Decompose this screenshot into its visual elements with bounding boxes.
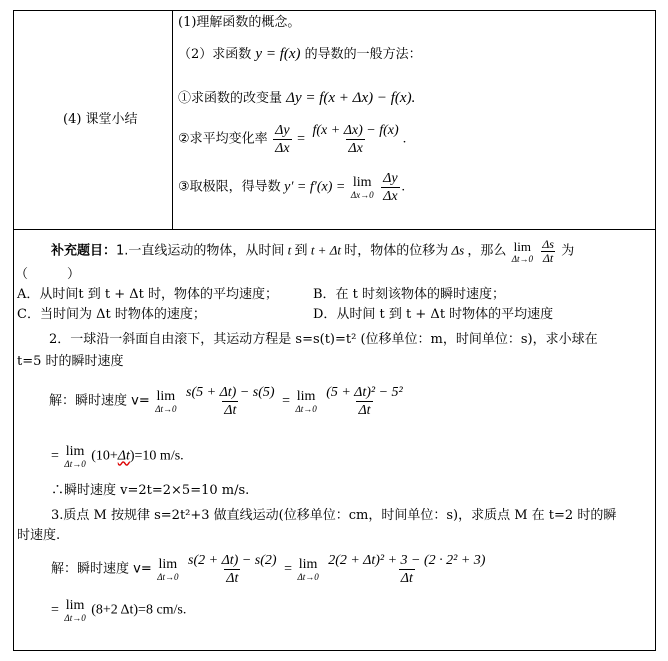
q3-limit-result: = lim Δt→0 (8+2 Δt)=8 cm/s.: [51, 598, 187, 623]
option-a: A．从时间t 到 t + Δt 时，物体的平均速度；: [17, 287, 279, 302]
option-b: B．在 t 时刻该物体的瞬时速度；: [313, 287, 506, 302]
limit-symbol: lim Δt→0: [511, 239, 533, 264]
q2-fraction-1: $\frac{s(5 + \Delta t) - s(5)}{\Delta t}$: [186, 385, 275, 418]
q1-answer-blank: （ ）: [15, 267, 81, 282]
step2-rhs-fraction: $\frac{f(x + \Delta x) - f(x)}{\Delta x}$: [312, 123, 399, 156]
step3: ③取极限，得导数 y′ = f′(x) = lim Δx→0 $\frac{\Delta y}{\Delta x}$ .: [178, 171, 406, 204]
lesson-table: [13, 10, 656, 651]
step1: ①求函数的改变量 Δy = f(x + Δx) − f(x).: [178, 90, 416, 106]
question1: 补充题目：1.一直线运动的物体，从时间 t 到 t + Δt 时，物体的位移为 Δs ，那么 lim Δt→0 $\frac{\Delta s}{\Delta t}$ 为: [51, 237, 575, 265]
limit-symbol: lim Δt→0: [155, 389, 177, 414]
column-divider: [172, 10, 173, 229]
q2-line2: t=5 时的瞬时速度: [17, 354, 124, 369]
limit-symbol: lim Δt→0: [64, 598, 86, 623]
concept-text: (1)理解函数的概念。: [178, 15, 301, 30]
row-divider: [13, 229, 656, 230]
limit-symbol: lim Δt→0: [295, 389, 317, 414]
q2-fraction-2: $\frac{\text{(5 + Δt)² − 5²}}{\Delta t}$: [326, 385, 403, 418]
limit-symbol: lim Δt→0: [157, 557, 179, 582]
q3-solution: 解：瞬时速度 v= lim Δt→0 $\frac{s(2 + \Delta t) - s(2)}{\Delta t}$ = lim Δt→0 $\frac{\text{2(2 + Δt)² + 3 − (2 · 2² + 3)}}{\Delta t}$: [51, 553, 486, 586]
option-c: C．当时间为 Δt 时物体的速度；: [17, 307, 206, 322]
q2-conclusion: ∴瞬时速度 v=2t=2×5=10 m/s.: [51, 483, 250, 498]
q2-line1: 2．一球沿一斜面自由滚下，其运动方程是 s=s(t)=t² (位移单位：m，时间单位：s)，求小球在: [49, 332, 598, 347]
q3-line1: 3.质点 M 按规律 s=2t²+3 做直线运动(位移单位：cm，时间单位：s)，求质点 M 在 t=2 时的瞬: [51, 508, 617, 523]
limit-symbol: lim Δt→0: [297, 557, 319, 582]
q1-fraction: $\frac{\Delta s}{\Delta t}$: [542, 237, 554, 265]
step2: ②求平均变化率 $\frac{\Delta y}{\Delta x}$ = $\frac{f(x + \Delta x) - f(x)}{\Delta x}$ .: [178, 123, 407, 156]
q3-fraction-2: $\frac{\text{2(2 + Δt)² + 3 − (2 · 2² + 3)}}{\Delta t}$: [328, 553, 486, 586]
step2-lhs-fraction: $\frac{\Delta y}{\Delta x}$: [275, 123, 290, 156]
q2-solution: 解：瞬时速度 v= lim Δt→0 $\frac{s(5 + \Delta t) - s(5)}{\Delta t}$ = lim Δt→0 $\frac{\text{(5 + Δt)² − 5²}}{\Delta t}$: [49, 385, 403, 418]
q3-fraction-1: $\frac{s(2 + \Delta t) - s(2)}{\Delta t}$: [188, 553, 277, 586]
method-intro: （2）求函数 y = f(x) 的导数的一般方法：: [178, 46, 422, 62]
q3-line2: 时速度.: [17, 528, 61, 543]
q2-limit-result: = lim Δt→0 (10+Δt)=10 m/s.: [51, 444, 184, 469]
step3-fraction: $\frac{\Delta y}{\Delta x}$: [383, 171, 398, 204]
summary-label: (4) 课堂小结: [63, 112, 138, 127]
limit-symbol: lim Δt→0: [64, 444, 86, 469]
option-d: D．从时间 t 到 t + Δt 时物体的平均速度: [313, 307, 554, 322]
limit-symbol: lim Δx→0: [350, 175, 374, 200]
